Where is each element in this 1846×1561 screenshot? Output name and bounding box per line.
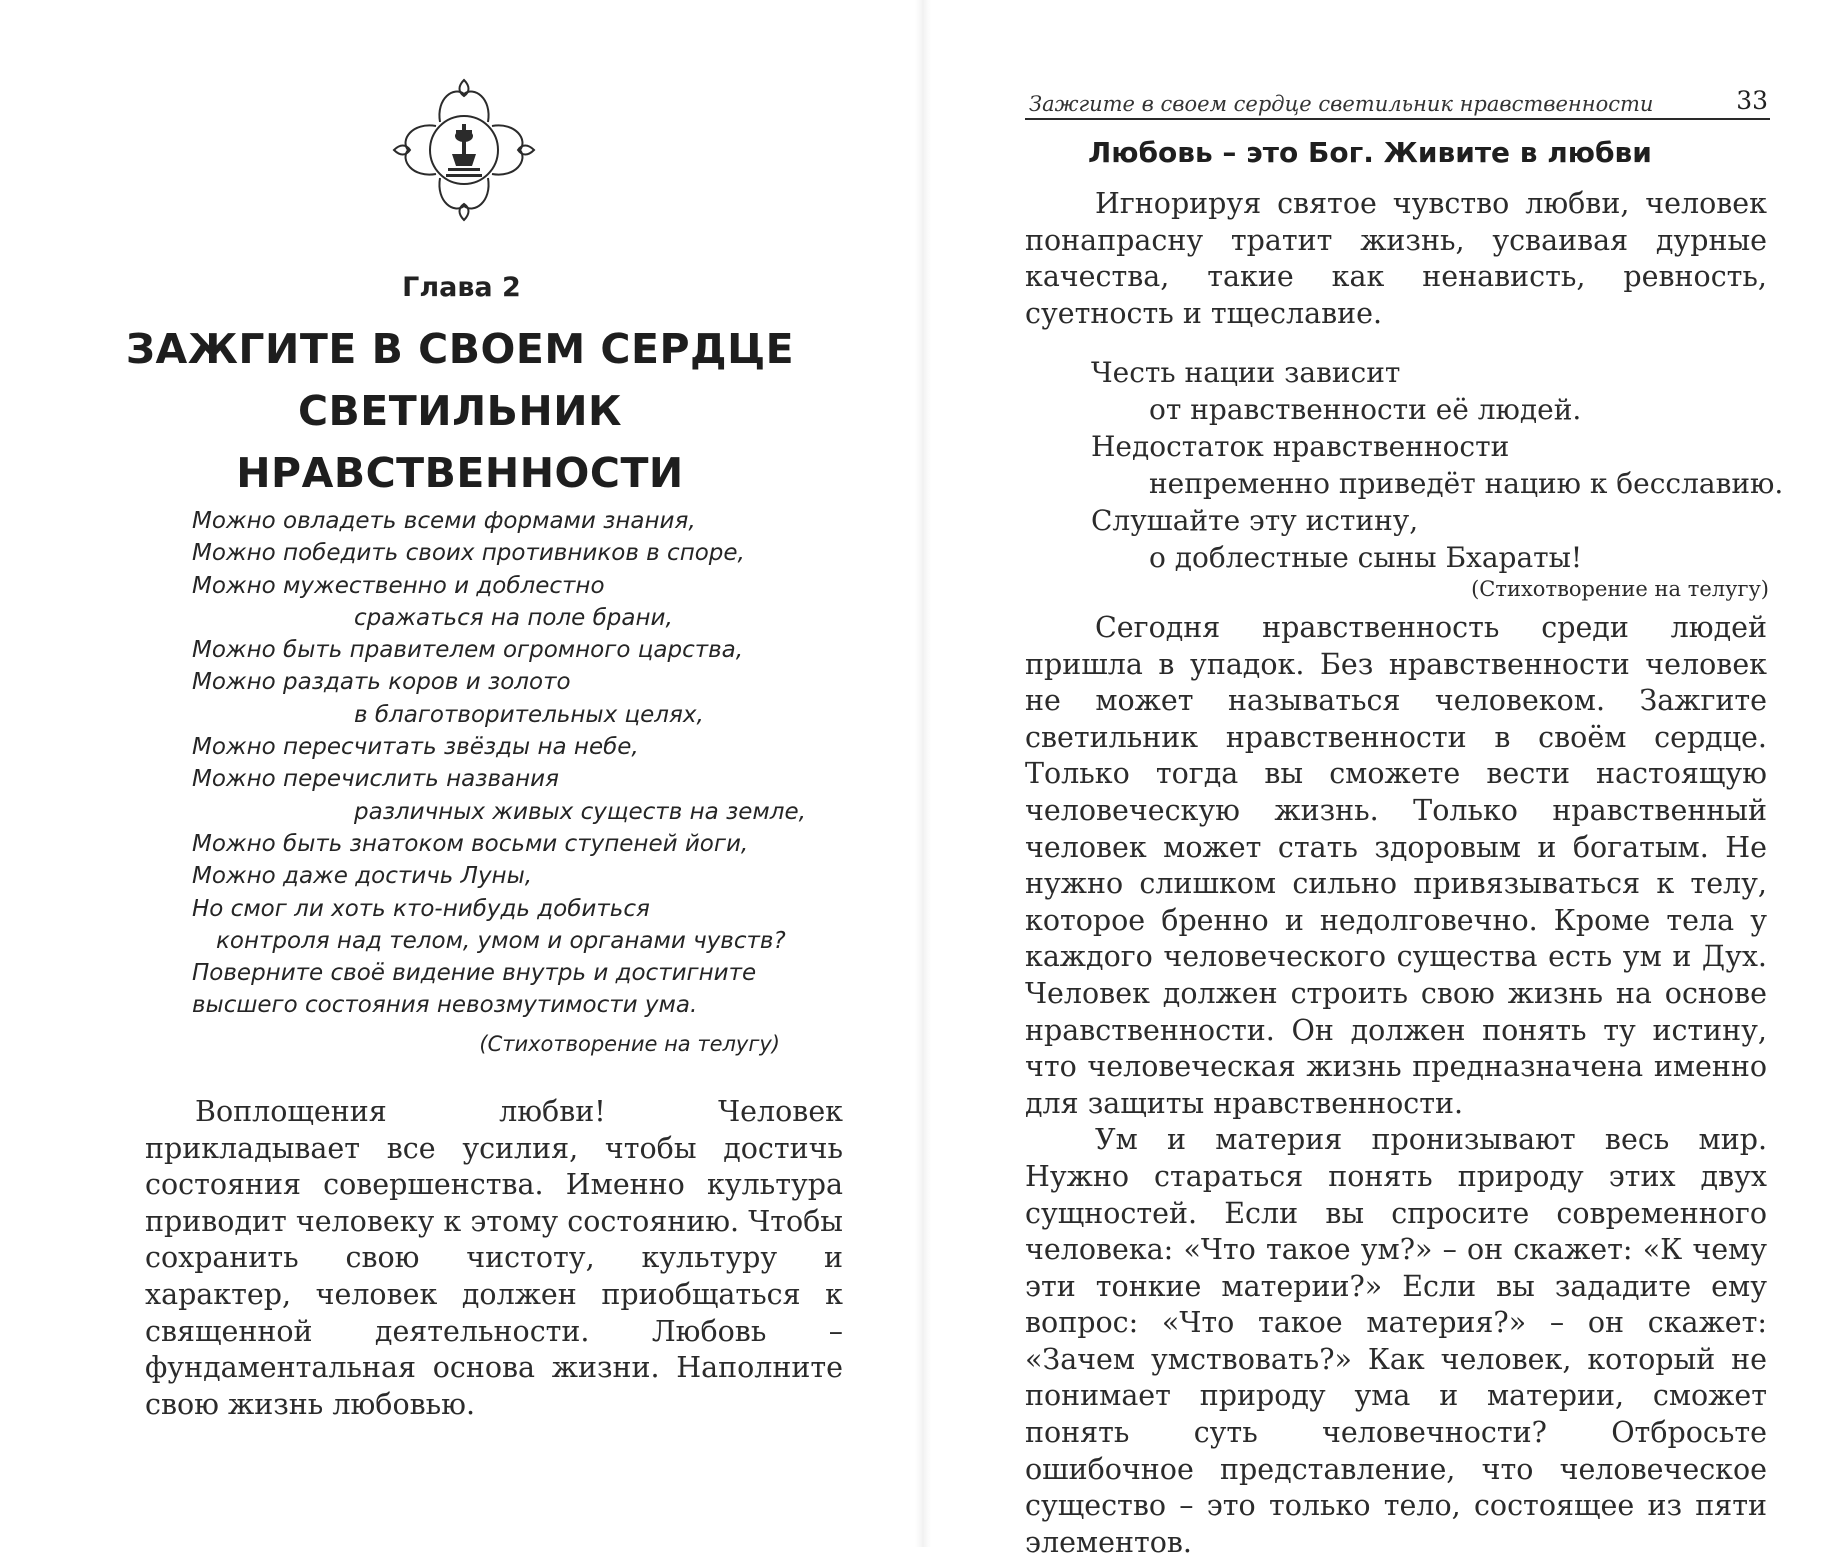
poem-attribution: (Стихотворение на телугу) bbox=[1471, 577, 1769, 601]
chapter-title-line: НРАВСТВЕННОСТИ bbox=[236, 449, 684, 497]
epigraph-line: Можно раздать коров и золото bbox=[192, 669, 571, 696]
epigraph-line: различных живых существ на земле, bbox=[354, 798, 806, 825]
epigraph-line: Можно перечислить названия bbox=[192, 766, 559, 793]
running-header bbox=[1025, 86, 1770, 120]
chapter-label: Глава 2 bbox=[402, 272, 521, 303]
epigraph-line: в благотворительных целях, bbox=[354, 701, 704, 728]
quoted-poem bbox=[1091, 354, 1784, 602]
epigraph-line: Поверните своё видение внутрь и достигните bbox=[192, 960, 757, 987]
left-body-text bbox=[145, 1094, 843, 1423]
epigraph-line: высшего состояния невозмутимости ума. bbox=[192, 992, 698, 1019]
chapter-title-line: ЗАЖГИТЕ В СВОЕМ СЕРДЦЕ bbox=[125, 325, 795, 373]
page-number: 33 bbox=[1736, 86, 1768, 115]
poem-line: Слушайте эту истину, bbox=[1091, 504, 1419, 537]
epigraph-line: контроля над телом, умом и органами чувств? bbox=[216, 927, 786, 954]
epigraph-line: сражаться на поле брани, bbox=[354, 604, 673, 631]
intro-text bbox=[1025, 186, 1767, 332]
epigraph-line: Можно быть правителем огромного царства, bbox=[192, 637, 744, 664]
chapter-title bbox=[120, 318, 800, 504]
epigraph-poem bbox=[192, 505, 832, 1060]
chapter-title-line: СВЕТИЛЬНИК bbox=[297, 387, 623, 435]
poem-line: Честь нации зависит bbox=[1091, 356, 1401, 389]
poem-line: от нравственности её людей. bbox=[1149, 393, 1582, 426]
epigraph-line: Можно победить своих противников в споре, bbox=[192, 540, 745, 567]
right-body-text bbox=[1025, 610, 1767, 1561]
lotus-chalice-emblem-icon bbox=[392, 78, 536, 222]
epigraph-line: Можно даже достичь Луны, bbox=[192, 863, 533, 890]
paragraph: Воплощения любви! Человек прикладывает все усилия, чтобы достичь состояния совершенства. Именно культура приводит человеку к этому состоянию. Чтобы сохранить свою чистоту, культуру и характер, человек должен приобщаться к священной деятельности. Любовь – фундаментальная основа жизни. Наполните свою жизнь любовью. bbox=[145, 1095, 843, 1421]
section-heading: Любовь – это Бог. Живите в любви bbox=[1088, 136, 1652, 169]
paragraph: Ум и материя пронизывают весь мир. Нужно стараться понять природу этих двух сущностей. Если вы спросите современного человека: «Что такое ум?» – он скажет: «К чему эти тонкие материи?» Если вы зададите ему вопрос: «Что такое материя?» – он скажет: «Зачем умствовать?» Как человек, который не понимает природу ума и материи, сможет понять суть человечности? Отбросьте ошибочное представление, что человеческое существо – это только тело, состоящее из пяти элементов. bbox=[1025, 1123, 1767, 1559]
epigraph-line: Можно мужественно и доблестно bbox=[192, 572, 605, 599]
poem-line: Недостаток нравственности bbox=[1091, 430, 1510, 463]
epigraph-line: Можно пересчитать звёзды на небе, bbox=[192, 734, 639, 761]
poem-line: о доблестные сыны Бхараты! bbox=[1149, 541, 1583, 574]
epigraph-line: Можно быть знатоком восьми ступеней йоги, bbox=[192, 830, 749, 857]
epigraph-attribution: (Стихотворение на телугу) bbox=[479, 1031, 780, 1056]
poem-line: непременно приведёт нацию к бесславию. bbox=[1149, 467, 1784, 500]
epigraph-line: Можно овладеть всеми формами знания, bbox=[192, 508, 696, 534]
paragraph: Игнорируя святое чувство любви, человек понапрасну тратит жизнь, усваивая дурные качества, такие как ненависть, ревность, суетность и тщеславие. bbox=[1025, 187, 1767, 330]
epigraph-line: Но смог ли хоть кто-нибудь добиться bbox=[192, 895, 650, 922]
running-title: Зажгите в своем сердце светильник нравственности bbox=[1029, 92, 1654, 116]
paragraph: Сегодня нравственность среди людей пришла в упадок. Без нравственности человек не может называться человеком. Зажгите светильник нравственности в своём сердце. Только тогда вы сможете вести настоящую человеческую жизнь. Только нравственный человек может стать здоровым и богатым. Не нужно слишком сильно привязываться к телу, которое бренно и недолговечно. Кроме тела у каждого человеческого существа есть ум и Дух. Человек должен строить свою жизнь на основе нравственности. Он должен понять ту истину, что человеческая жизнь предназначена именно для защиты нравственности. bbox=[1025, 611, 1767, 1120]
